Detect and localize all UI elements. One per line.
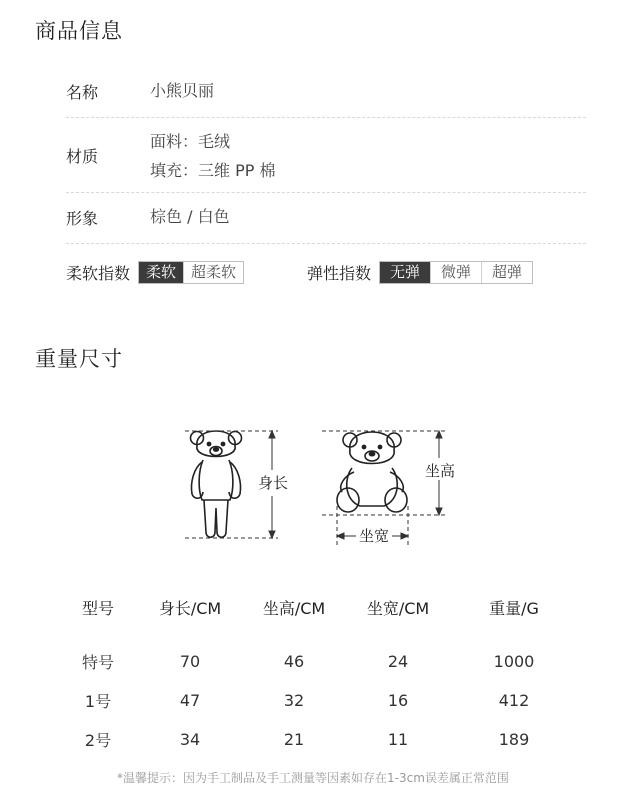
table-cell: 189 bbox=[498, 730, 530, 749]
softness-index-label: 柔软指数 bbox=[66, 264, 131, 283]
table-cell: 412 bbox=[498, 691, 530, 710]
info-value-material-fabric: 面料：毛绒 bbox=[150, 132, 231, 151]
sitting-height-label: 坐高 bbox=[424, 462, 456, 480]
softness-option-soft: 柔软 bbox=[139, 262, 183, 283]
info-label-appearance: 形象 bbox=[66, 209, 99, 228]
elasticity-index bbox=[307, 261, 533, 284]
table-cell: 21 bbox=[283, 730, 305, 749]
divider bbox=[66, 117, 586, 118]
softness-option-super-soft: 超柔软 bbox=[183, 262, 243, 283]
standing-length-label: 身长 bbox=[257, 474, 289, 492]
sitting-width-label: 坐宽 bbox=[358, 527, 390, 545]
info-row-material bbox=[66, 127, 586, 185]
table-cell: 34 bbox=[179, 730, 201, 749]
sitting-bear-illustration bbox=[337, 432, 407, 512]
size-section-title: 重量尺寸 bbox=[35, 347, 123, 371]
elasticity-index-label: 弹性指数 bbox=[307, 264, 372, 283]
elasticity-options bbox=[379, 261, 533, 284]
info-value-appearance: 棕色 / 白色 bbox=[150, 207, 230, 226]
table-cell: 11 bbox=[387, 730, 409, 749]
bear-size-diagram bbox=[180, 420, 460, 550]
size-table-header-model: 型号 bbox=[81, 598, 114, 618]
table-cell: 47 bbox=[179, 691, 201, 710]
size-table-header-sit-height: 坐高/CM bbox=[262, 598, 326, 618]
size-table-header-sit-width: 坐宽/CM bbox=[366, 598, 430, 618]
elasticity-option-slight: 微弹 bbox=[430, 262, 481, 283]
table-row bbox=[58, 642, 578, 681]
size-table-header-length: 身长/CM bbox=[158, 598, 222, 618]
size-table-header-row bbox=[58, 595, 578, 642]
table-cell: 2号 bbox=[84, 731, 112, 750]
info-value-name: 小熊贝丽 bbox=[150, 81, 215, 100]
table-cell: 1000 bbox=[493, 652, 535, 671]
info-row-name bbox=[66, 78, 586, 108]
info-row-appearance bbox=[66, 204, 586, 234]
info-value-material-filling: 填充：三维 PP 棉 bbox=[150, 161, 276, 180]
table-row bbox=[58, 720, 578, 759]
table-cell: 32 bbox=[283, 691, 305, 710]
divider bbox=[66, 243, 586, 244]
size-table-header-weight: 重量/G bbox=[489, 598, 539, 618]
elasticity-option-none: 无弹 bbox=[380, 262, 430, 283]
table-cell: 70 bbox=[179, 652, 201, 671]
elasticity-option-super: 超弹 bbox=[481, 262, 532, 283]
tolerance-footnote: *温馨提示：因为手工制品及手工测量等因素如存在1-3cm误差属正常范围 bbox=[117, 771, 509, 785]
table-cell: 16 bbox=[387, 691, 409, 710]
softness-index bbox=[66, 261, 244, 284]
table-cell: 特号 bbox=[81, 653, 114, 672]
standing-bear-illustration bbox=[191, 431, 242, 537]
table-row bbox=[58, 681, 578, 720]
info-label-material: 材质 bbox=[66, 147, 99, 166]
size-table bbox=[58, 595, 578, 759]
table-cell: 24 bbox=[387, 652, 409, 671]
table-cell: 1号 bbox=[84, 692, 112, 711]
info-label-name: 名称 bbox=[66, 83, 99, 102]
table-cell: 46 bbox=[283, 652, 305, 671]
product-info-title: 商品信息 bbox=[35, 19, 123, 43]
divider bbox=[66, 192, 586, 193]
softness-options bbox=[138, 261, 244, 284]
